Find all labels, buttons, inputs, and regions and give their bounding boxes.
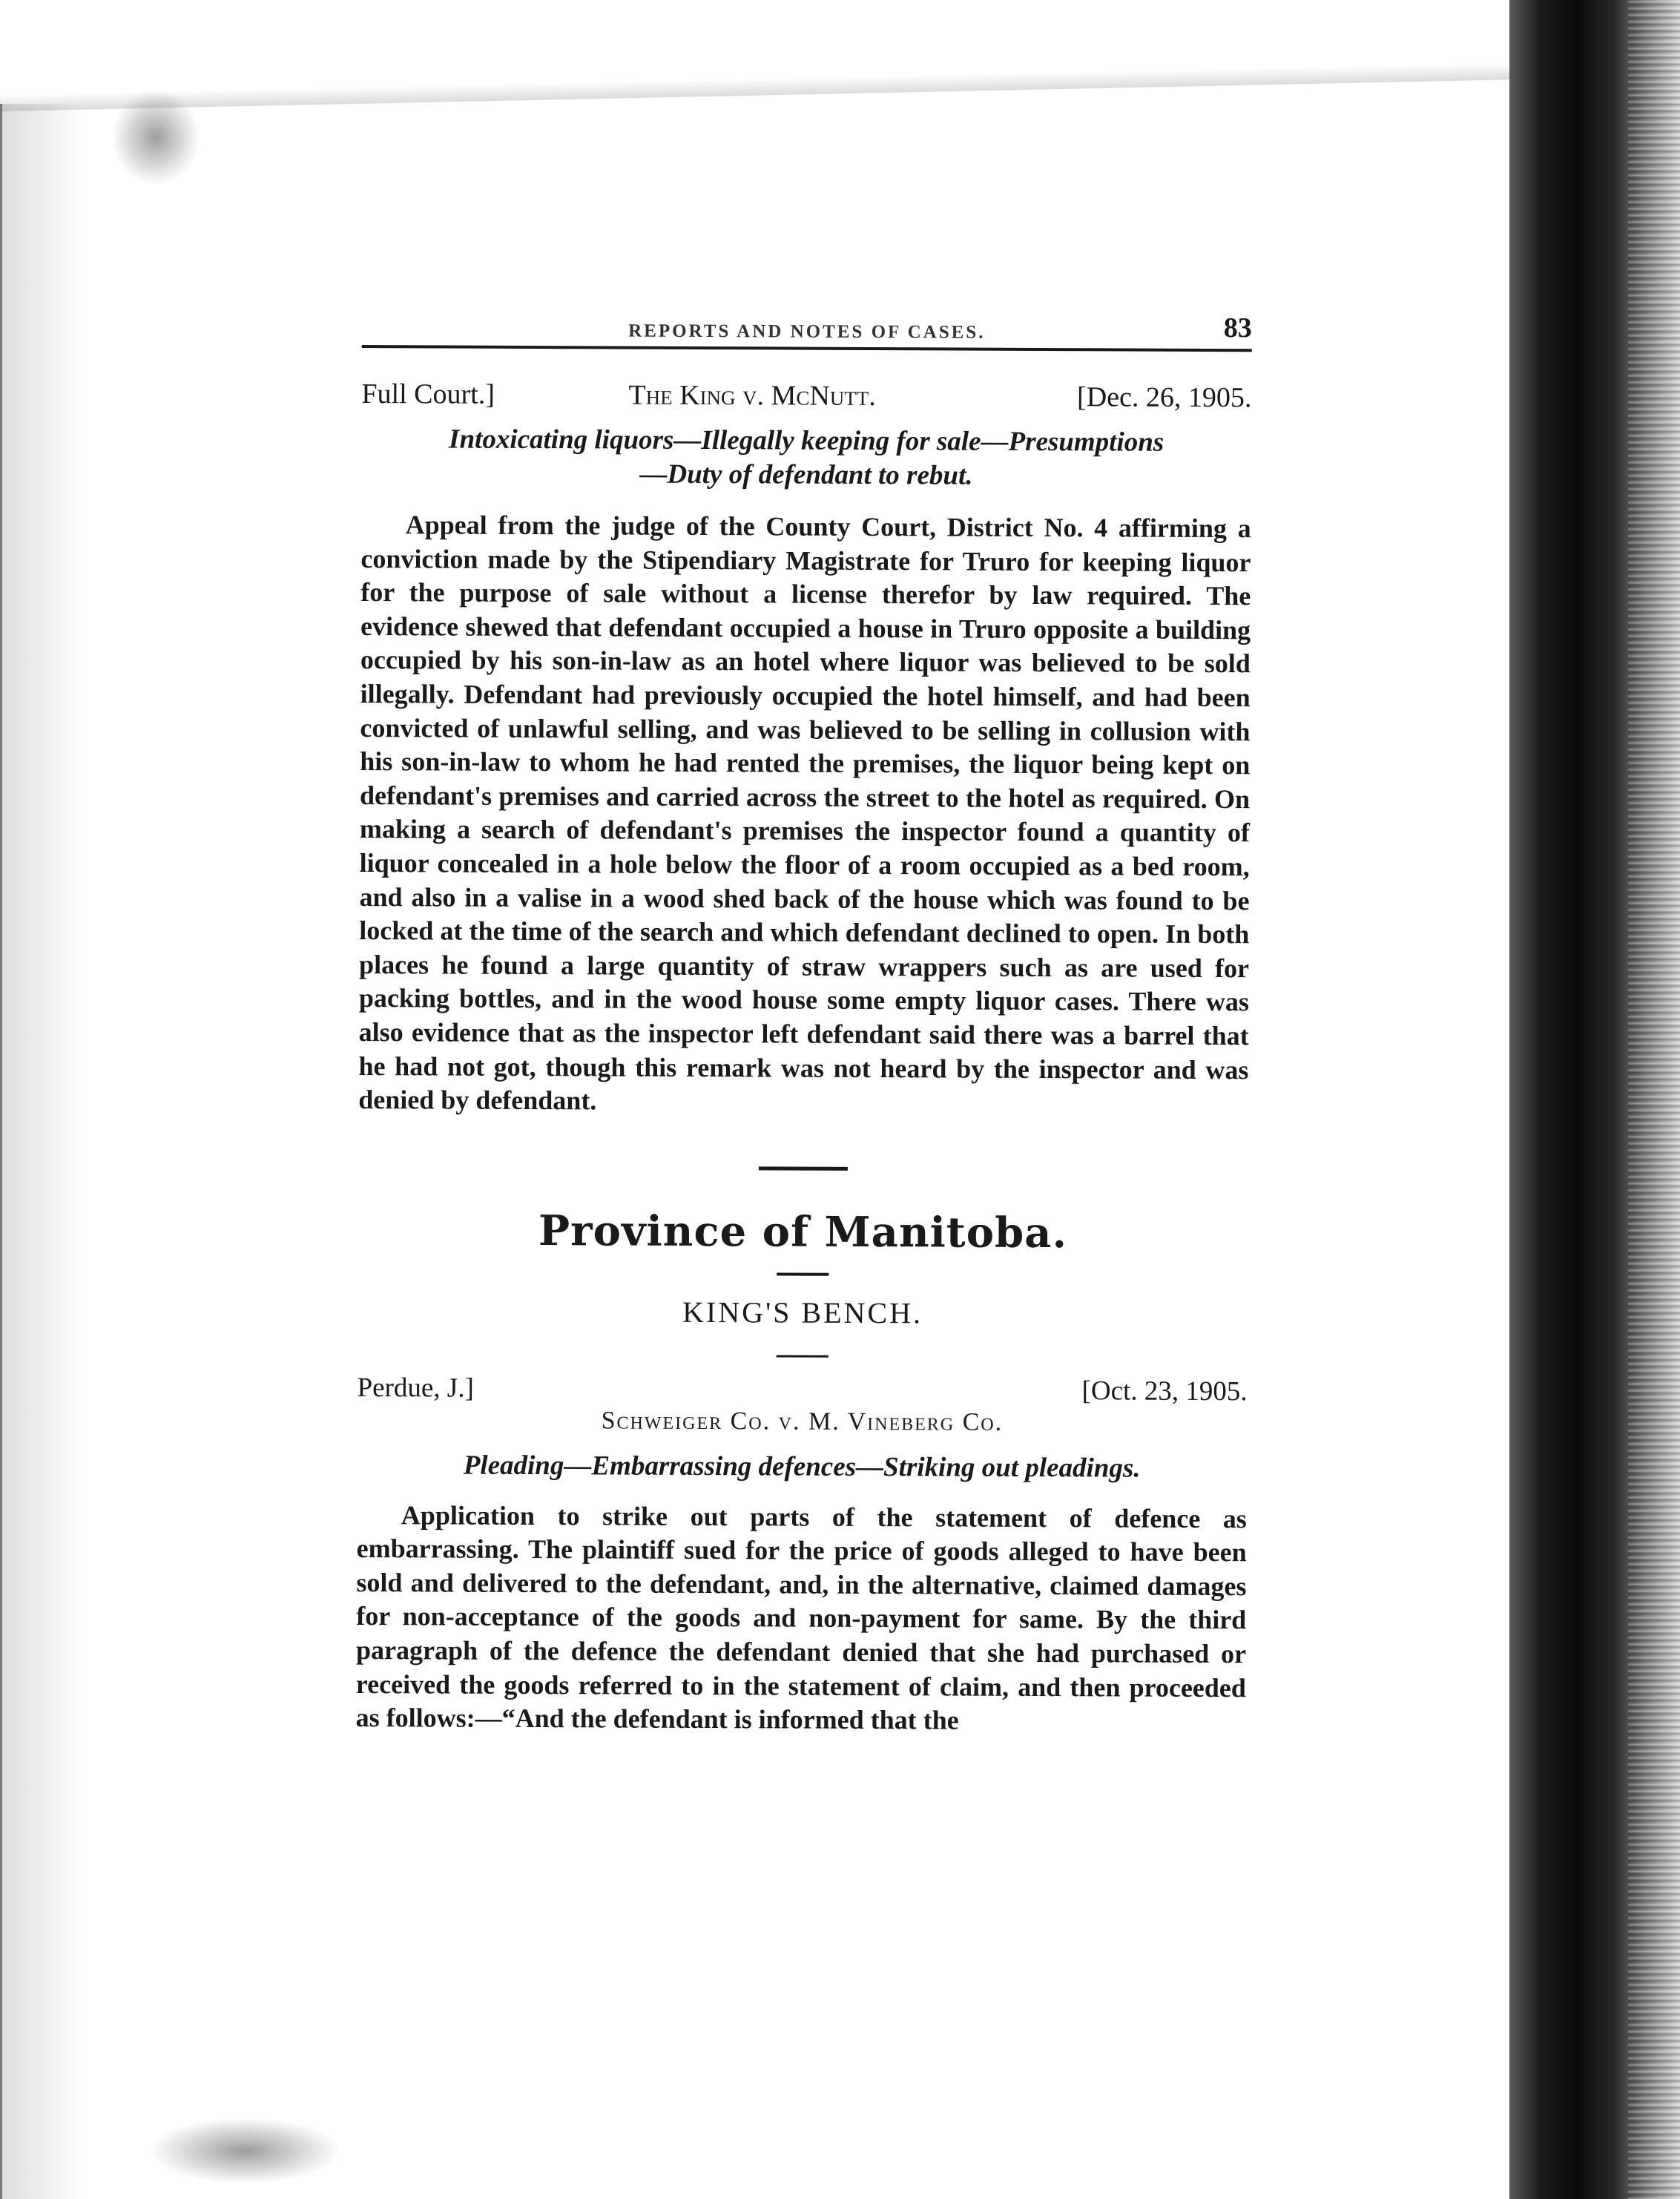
case-subject: [361, 422, 1251, 494]
case-header: [357, 1372, 1247, 1411]
case-body: Application to strike out parts of the statement of defence as embarrassing. The plaintiff sued for the price of goods alleged to have been sold and delivered to the defendant, and, in the alternative, claimed damages for non-acceptance of the goods and non-payment for same. By the third paragraph of the defence the defendant denied that she had purchased or received the goods referred to in the statement of claim, and then proceeded as follows:—“And the defendant is informed that the: [355, 1499, 1247, 1735]
court-heading: KING'S BENCH.: [682, 1295, 923, 1329]
book-binding-edge: [1509, 0, 1680, 2199]
judge-name: Perdue, J.]: [357, 1372, 474, 1404]
heading-rule: [777, 1272, 829, 1275]
case-body: Appeal from the judge of the County Court, District No. 4 affirming a conviction made by the Stipendiary Magistrate for Truro for keeping liquor for the purpose of sale without a license therefor by law required. The evidence shewed that defendant occupied a house in Truro opposite a building occupied by his son-in-law as an hotel where liquor was believed to be sold illegally. Defendant had previously occupied the hotel himself, and had been convicted of unlawful selling, and was believed to be selling in collusion with his son-in-law to whom he had rented the premises, the liquor being kept on defendant's premises and carried across the street to the hotel as required. On making a search of defendant's premises the inspector found a quantity of liquor concealed in a hole below the floor of a room occupied as a bed room, and also in a valise in a wood shed back of the house which was found to be locked at the time of the search and which defendant declined to open. In both places he found a large quantity of straw wrappers such as are used for packing bottles, and in the wood house some empty liquor cases. There was also evidence that as the inspector left defendant said there was a barrel that he had not got, though this remark was not heard by the inspector and was denied by defendant.: [358, 510, 1251, 1116]
running-head: [362, 300, 1252, 352]
book-page: [356, 300, 1252, 1739]
page-number: 83: [1223, 312, 1252, 344]
running-title: REPORTS AND NOTES OF CASES.: [628, 321, 986, 343]
scan-corner-smudge: [111, 89, 200, 185]
section-divider: [759, 1166, 848, 1171]
court-name: Full Court.]: [361, 378, 495, 410]
case-header: [361, 378, 1251, 426]
case-date: [Oct. 23, 1905.: [1081, 1375, 1248, 1407]
heading-rule: [777, 1355, 829, 1357]
scan-corner-smudge: [148, 2117, 341, 2184]
case-subject-line: Intoxicating liquors—Illegally keeping for sale—Presumptions: [449, 424, 1165, 458]
province-heading: Province of Manitoba.: [538, 1206, 1068, 1258]
scan-top-edge: [0, 0, 1513, 111]
case-parties: Schweiger Co. v. M. Vineberg Co.: [601, 1407, 1004, 1436]
case-title: The King v. McNutt.: [628, 379, 876, 412]
case-subject: Pleading—Embarrassing defences—Striking out pleadings.: [463, 1450, 1141, 1484]
case-date: [Dec. 26, 1905.: [1077, 381, 1252, 414]
scan-left-edge: [0, 104, 202, 2199]
case-subject-line: —Duty of defendant to rebut.: [639, 458, 973, 491]
